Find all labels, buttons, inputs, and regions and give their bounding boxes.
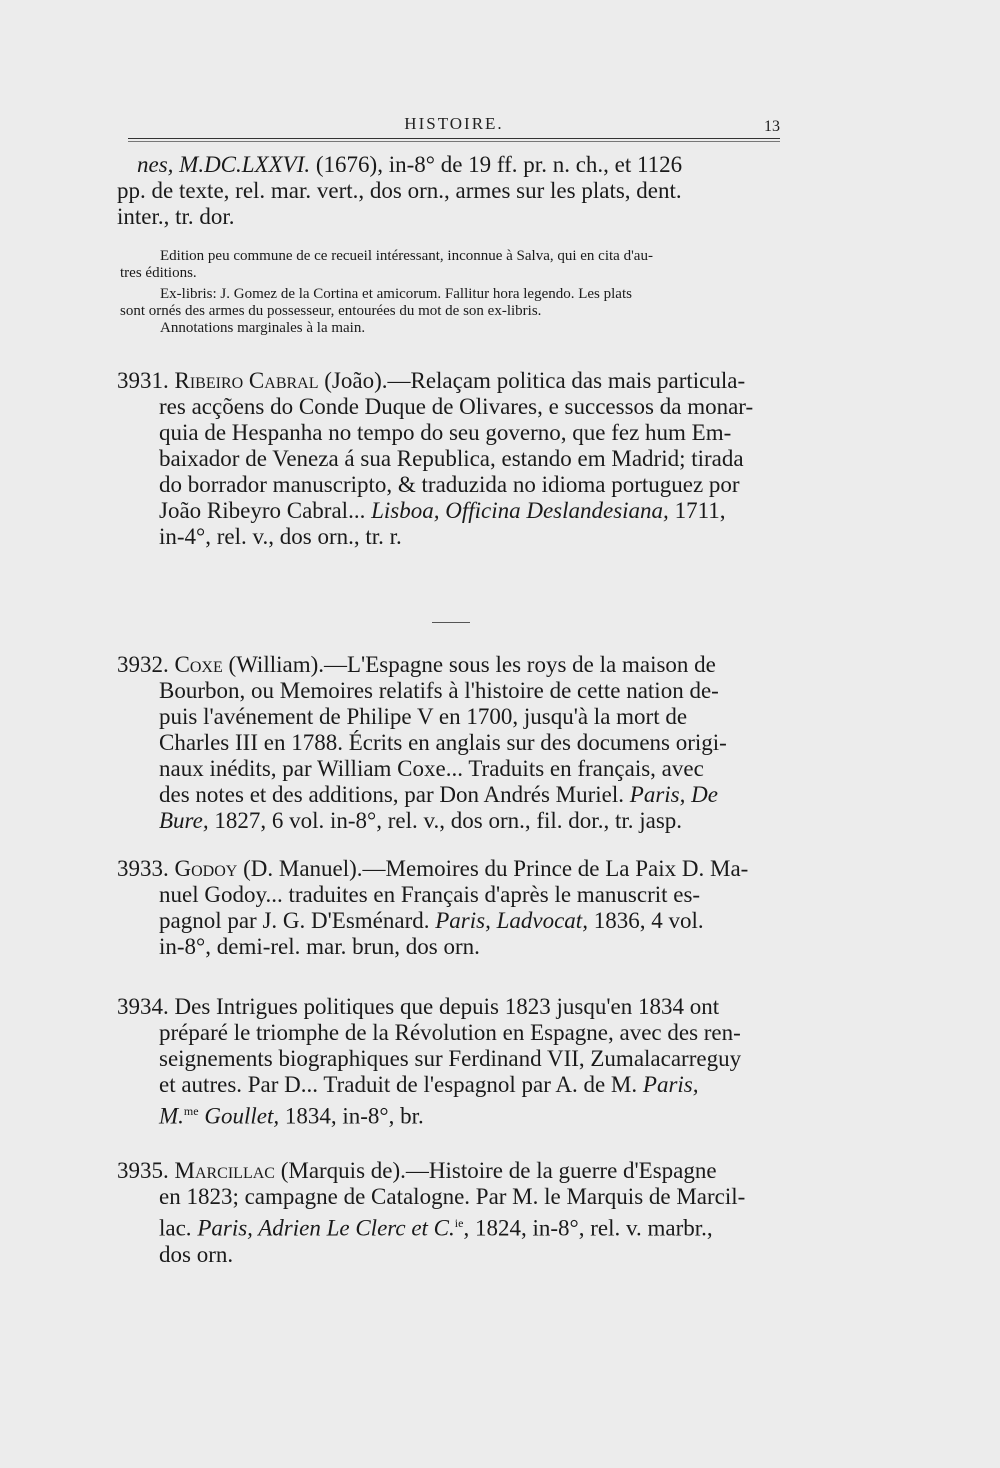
text-fragment: Histoire de la guerre d'Espagne [428, 1158, 717, 1183]
text-fragment: (1676), in-8° de 19 ff. pr. n. ch., et 1126 [310, 152, 683, 177]
author-detail: (Marquis de).— [274, 1158, 429, 1183]
text-fragment: João Ribeyro Cabral... [159, 498, 372, 523]
text-fragment: pagnol par J. G. D'Esménard. [159, 908, 436, 933]
text-line: préparé le triomphe de la Révolution en Espagne, avec des ren- [159, 1020, 741, 1045]
imprint: Paris, Ladvocat, [435, 908, 588, 933]
text-line: en 1823; campagne de Catalogne. Par M. le Marquis de Marcil- [159, 1184, 746, 1209]
text-line [159, 808, 782, 834]
entry-number: 3933. [117, 856, 169, 881]
entry-number: 3934. [117, 994, 169, 1019]
text-fragment: Relaçam politica das mais particula- [410, 368, 746, 393]
imprint-date: nes, M.DC.LXXVI. [137, 152, 311, 177]
text-line [117, 368, 782, 394]
entry-author: Ribeiro Cabral [174, 368, 319, 393]
text-line [117, 1158, 782, 1184]
text-line [159, 498, 782, 524]
continuation-entry [117, 152, 782, 230]
text-fragment: lac. [159, 1215, 198, 1241]
entry-notes [120, 248, 782, 337]
page-number: 13 [764, 118, 780, 135]
text-line [159, 1210, 782, 1242]
entry-3931 [117, 368, 782, 550]
text-fragment: des notes et des additions, par Don Andrés Muriel. [159, 782, 630, 807]
text-line: in-8°, demi-rel. mar. brun, dos orn. [159, 934, 480, 959]
superscript: me [183, 1104, 199, 1118]
note-text: Ex-libris: J. Gomez de la Cortina et amicorum. Fallitur hora legendo. Les plats [160, 286, 632, 302]
header-rule [128, 138, 780, 142]
entry-author: Godoy [174, 856, 238, 881]
text-line: dos orn. [159, 1241, 234, 1267]
imprint-year: 1711, [668, 498, 726, 523]
text-line: pp. de texte, rel. mar. vert., dos orn., armes sur les plats, dent. [117, 178, 682, 203]
entry-3934 [117, 994, 782, 1130]
text-line: nuel Godoy... traduites en Français d'après le manuscrit es- [159, 882, 701, 907]
text-fragment: 1834, in-8°, br. [279, 1103, 424, 1129]
entry-number: 3931. [117, 368, 169, 393]
superscript: ie [454, 1216, 464, 1230]
imprint: M. [159, 1103, 184, 1129]
text-fragment: L'Espagne sous les roys de la maison de [347, 652, 716, 677]
text-line: puis l'avénement de Philipe V en 1700, jusqu'à la mort de [159, 704, 688, 729]
entry-author: Coxe [174, 652, 223, 677]
imprint: Bure, [159, 808, 209, 833]
entry-number: 3935. [117, 1158, 169, 1183]
text-fragment: et autres. Par D... Traduit de l'espagnol par A. de M. [159, 1072, 643, 1097]
text-fragment: Des Intrigues politiques que depuis 1823 jusqu'en 1834 ont [174, 994, 720, 1019]
text-line [117, 856, 782, 882]
text-line: do borrador manuscripto, & traduzida no idioma portuguez por [159, 472, 740, 497]
text-line [159, 782, 782, 808]
note-line: sont ornés des armes du possesseur, entourées du mot de son ex-libris. [120, 303, 542, 319]
text-line: naux inédits, par William Coxe... Traduits en français, avec [159, 756, 704, 781]
text-line: Bourbon, ou Memoires relatifs à l'histoire de cette nation de- [159, 678, 719, 703]
entry-3935 [117, 1158, 782, 1268]
author-detail: (João).— [318, 368, 411, 393]
text-line: quia de Hespanha no tempo do seu governo, que fez hum Em- [159, 420, 732, 445]
author-detail: (D. Manuel).— [237, 856, 386, 881]
entry-3933 [117, 856, 782, 960]
text-line: baixador de Veneza á sua Republica, estando em Madrid; tirada [159, 446, 744, 471]
text-line: seignements biographiques sur Ferdinand VII, Zumalacarreguy [159, 1046, 742, 1071]
imprint: Paris, [642, 1072, 699, 1097]
running-header [128, 114, 780, 148]
author-detail: (William).— [222, 652, 347, 677]
imprint: Lisboa, Officina Deslandesiana, [371, 498, 669, 523]
note-line [140, 286, 782, 303]
entry-3932 [117, 652, 782, 834]
text-line: in-4°, rel. v., dos orn., tr. r. [159, 524, 402, 549]
text-fragment: Memoires du Prince de La Paix D. Ma- [385, 856, 749, 881]
text-line: res acçõens do Conde Duque de Olivares, e successos da monar- [159, 394, 754, 419]
imprint: Paris, Adrien Le Clerc et C. [197, 1215, 455, 1241]
text-line [117, 994, 782, 1020]
text-fragment: , 1824, in-8°, rel. v. marbr., [463, 1215, 713, 1241]
note-line: Edition peu commune de ce recueil intéressant, inconnue à Salva, qui en cita d'au- [160, 248, 653, 264]
entry-number: 3932. [117, 652, 169, 677]
entry-author: Marcillac [174, 1158, 275, 1183]
text-fragment: 1836, 4 vol. [587, 908, 704, 933]
header-title: HISTOIRE. [404, 114, 504, 133]
note-line: Annotations marginales à la main. [160, 320, 366, 336]
text-line: Charles III en 1788. Écrits en anglais sur des documens origi- [159, 730, 727, 755]
section-separator [432, 622, 470, 623]
text-line: inter., tr. dor. [117, 204, 235, 229]
text-line [159, 1098, 782, 1130]
note-line: tres éditions. [120, 265, 197, 281]
text-line [159, 908, 782, 934]
text-line [117, 152, 782, 178]
imprint: Goullet, [198, 1103, 280, 1129]
text-line [159, 1072, 782, 1098]
text-line [117, 652, 782, 678]
text-fragment: 1827, 6 vol. in-8°, rel. v., dos orn., fil. dor., tr. jasp. [208, 808, 683, 833]
imprint: Paris, De [629, 782, 718, 807]
